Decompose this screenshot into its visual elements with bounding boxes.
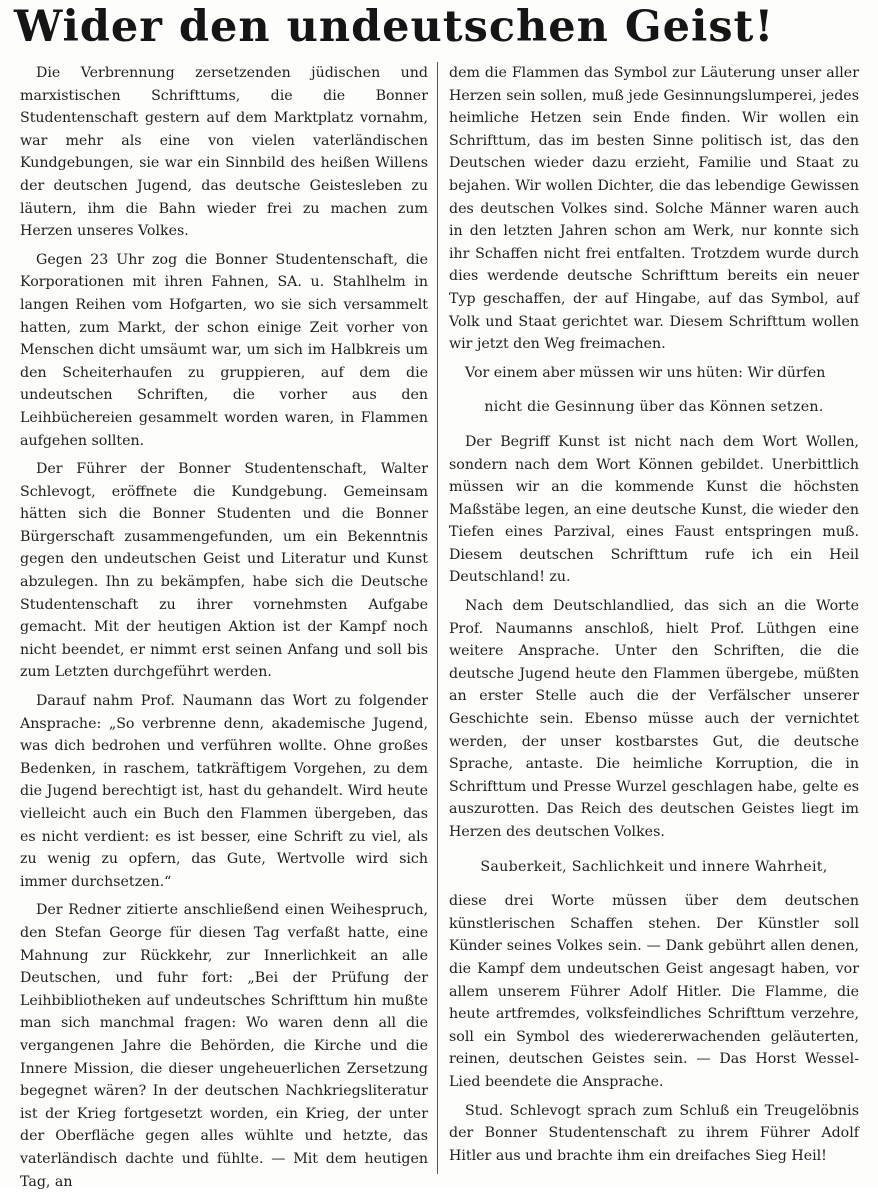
left-paragraph-4: Darauf nahm Prof. Naumann das Wort zu folgender Ansprache: „So verbrenne denn, akademische Jugend, was dich bedrohen und verführen wollte. Ohne großes Bedenken, in raschem, tatkräftigem Vorgehen, zu dem die Jugend berechtigt ist, hast du gehandelt. Wird heute vielleicht auch ein Buch den Flammen übergeben, das es nicht verdient: es ist besser, eine Schrift zu viel, als zu wenig zu opfern, das Gute, Wertvolle wird sich immer durchsetzen.“ — [20, 693, 428, 890]
right-paragraph-1: dem die Flammen das Symbol zur Läuterung unser aller Herzen sein sollen, muß jede Gesinnungslumperei, jedes heimliche Hetzen sein Ende finden. Wir wollen ein Schrifttum, das im besten Sinne politisch ist, das den Deutschen wieder dazu erzieht, Familie und Staat zu bejahen. Wir wollen Dichter, die das lebendige Gewissen des deutschen Volkes sind. Solche Männer waren auch in den letzten Jahren schon am Werk, nur konnte sich ihr Schaffen nicht frei entfalten. Trotzdem wurde durch dies werdende deutsche Schrifttum bereits ein neuer Typ geschaffen, der auf Hingabe, auf das Symbol, auf Volk und Staat gerichtet war. Diesem Schrifttum wollen wir jetzt den Weg freimachen. — [449, 65, 859, 353]
right-paragraph-6: Stud. Schlevogt sprach zum Schluß ein Treugelöbnis der Bonner Studentenschaft zu ihrem Führer Adolf Hitler aus und brachte ihm ein dreifaches Sieg Heil! — [449, 1102, 859, 1164]
left-paragraph-5: Der Redner zitierte anschließend einen Weihespruch, den Stefan George für diesen Tag verfaßt hatte, eine Mahnung zur Rückkehr, zur Innerlichkeit an alle Deutschen, und fuhr fort: „Bei der Prüfung der Leihbibliotheken auf undeutsches Schrifttum hin mußte man sich manchmal fragen: Wo waren denn all die vergangenen Jahre die Behörden, die Kirche und die Innere Mission, die dieser ungeheuerlichen Zersetzung begegnet wären? In der deutschen Nachkriegsliteratur ist der Krieg fortgesetzt worden, ein Krieg, der unter der Oberfläche gegen alles wühlte und hetzte, das vaterländisch dachte und fühlte. — Mit dem heutigen Tag, an — [20, 902, 428, 1190]
right-paragraph-3: Der Begriff Kunst ist nicht nach dem Wort Wollen, sondern nach dem Wort Können gebildet. Unerbittlich müssen wir an die kommende Kunst die höchsten Maßstäbe legen, an eine deutsche Kunst, die wieder den Tiefen eines Parzival, eines Faust entspringen muß. Diesem deutschen Schrifttum rufe ich ein Heil Deutschland! zu. — [449, 433, 859, 586]
right-paragraph-2: Vor einem aber müssen wir uns hüten: Wir dürfen — [465, 364, 826, 381]
left-paragraph-3: Der Führer der Bonner Studentenschaft, Walter Schlevogt, eröffnete die Kundgebung. Gemeinsam hätten sich die Bonner Studenten und die Bonner Bürgerschaft zusammengefunden, um ein Bekenntnis gegen den undeutschen Geist und Literatur und Kunst abzulegen. Ihn zu bekämpfen, habe sich die Deutsche Studentenschaft zu ihrer vornehmsten Aufgabe gemacht. Mit der heutigen Aktion ist der Kampf noch nicht beendet, er nimmt erst seinen Anfang und soll bis zum Letzten durchgeführt werden. — [20, 461, 428, 681]
centered-emphasis-line-1: nicht die Gesinnung über das Können setzen. — [484, 399, 824, 416]
centered-emphasis-line-2: Sauberkeit, Sachlichkeit und innere Wahrheit, — [480, 858, 828, 875]
article-left-column — [20, 62, 428, 1199]
left-paragraph-1: Die Verbrennung zersetzenden jüdischen und marxistischen Schrifttums, die die Bonner Studentenschaft gestern auf dem Marktplatz vornahm, war mehr als eine von vielen vaterländischen Kundgebungen, sie war ein Sinnbild des heißen Willens der deutschen Jugend, das deutsche Geistesleben zu läutern, ihm die Bahn wieder frei zu machen zum Herzen unseres Volkes. — [20, 65, 428, 240]
right-paragraph-4: Nach dem Deutschlandlied, das sich an die Worte Prof. Naumanns anschloß, hielt Prof. Lüthgen eine weitere Ansprache. Unter den Schriften, die die deutsche Jugend heute den Flammen übergebe, müßten an erster Stelle auch die der Verfälscher unserer Geschichte sein. Ebenso müsse auch der vernichtet werden, der unser kostbarstes Gut, die deutsche Sprache, antaste. Die heimliche Korruption, die in Schrifttum und Presse Wurzel geschlagen habe, gelte es auszurotten. Das Reich des deutschen Geistes liegt im Herzen des deutschen Volkes. — [449, 598, 859, 840]
article-headline: Wider den undeutschen Geist! — [14, 2, 775, 52]
right-paragraph-5: diese drei Worte müssen über dem deutschen künstlerischen Schaffen stehen. Der Künstler soll Künder seines Volkes sein. — Dank gebührt allen denen, die Kampf dem undeutschen Geist angesagt haben, vor allem unserem Führer Adolf Hitler. Die Flamme, die heute artfremdes, volksfeindliches Schrifttum verzehre, soll ein Symbol des wiedererwachenden geläuterten, reinen, deutschen Geistes sein. — Das Horst Wessel-Lied beendete die Ansprache. — [449, 893, 859, 1090]
article-right-column — [449, 62, 859, 1173]
left-paragraph-2: Gegen 23 Uhr zog die Bonner Studentenschaft, die Korporationen mit ihren Fahnen, SA. u. Stahlhelm in langen Reihen vom Hofgarten, wo sie sich versammelt hatten, zum Markt, der schon einige Zeit vorher von Menschen dicht umsäumt war, um sich im Halbkreis um den Scheiterhaufen zu gruppieren, auf dem die undeutschen Schriften, die vorher aus den Leihbüchereien gesammelt worden waren, in Flammen aufgehen sollten. — [20, 251, 428, 449]
column-divider — [437, 62, 438, 1174]
